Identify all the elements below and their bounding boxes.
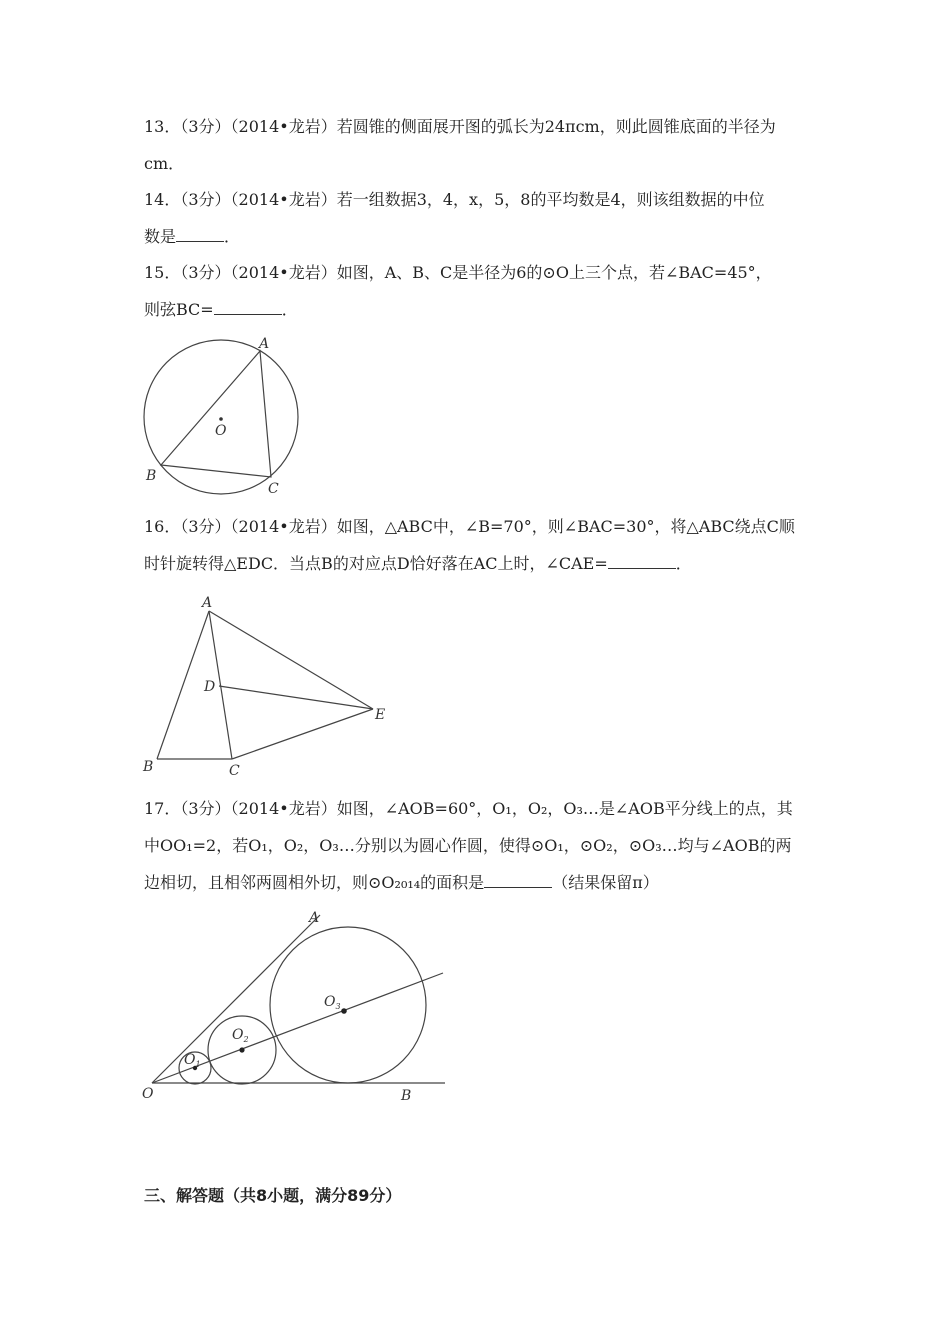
center-point-o bbox=[219, 417, 223, 421]
q15-line2 bbox=[144, 291, 814, 328]
triangle-abc bbox=[161, 351, 271, 477]
q17-line2: 中OO₁=2，若O₁，O₂，O₃…分别以为圆心作圆，使得⊙O₁，⊙O₂，⊙O₃…均与∠AOB的两 bbox=[144, 836, 792, 855]
circle-o3 bbox=[270, 927, 426, 1083]
label-d: D bbox=[204, 679, 216, 695]
label-a: A bbox=[309, 910, 320, 926]
q16-line2 bbox=[144, 545, 814, 582]
circle-o bbox=[144, 340, 298, 494]
q16-line1: 16．（3分）（2014•龙岩）如图，△ABC中，∠B=70°，则∠BAC=30°，将△ABC绕点C顺 bbox=[144, 517, 795, 536]
label-o: O bbox=[215, 423, 227, 439]
q14-line2-prefix: 数是 bbox=[144, 227, 177, 246]
q15-line1: 15．（3分）（2014•龙岩）如图，A、B、C是半径为6的⊙O上三个点，若∠BAC=45°， bbox=[144, 263, 772, 282]
answer-blank[interactable] bbox=[176, 223, 224, 242]
q15-figure bbox=[140, 336, 310, 506]
label-o1-letter: O bbox=[184, 1052, 196, 1068]
q14-line2-suffix: ． bbox=[224, 227, 241, 246]
label-c: C bbox=[229, 763, 240, 779]
segment-ae bbox=[209, 611, 373, 709]
question-14 bbox=[144, 181, 814, 255]
q17-line1: 17．（3分）（2014•龙岩）如图，∠AOB=60°，O₁，O₂，O₃…是∠AOB平分线上的点，其 bbox=[144, 799, 793, 818]
q17-line3-prefix: 边相切，且相邻两圆相外切，则⊙O₂₀₁₄的面积是 bbox=[144, 873, 485, 892]
ray-oa bbox=[152, 915, 320, 1083]
label-o2-letter: O bbox=[232, 1027, 244, 1043]
label-c: C bbox=[268, 481, 279, 497]
q17-figure bbox=[140, 905, 460, 1110]
question-17 bbox=[144, 790, 814, 901]
q17-line3-suffix: （结果保留π） bbox=[552, 873, 659, 892]
q16-line2-prefix: 时针旋转得△EDC．当点B的对应点D恰好落在AC上时，∠CAE= bbox=[144, 554, 608, 573]
question-16 bbox=[144, 508, 814, 582]
segment-ce bbox=[232, 709, 373, 759]
center-o3 bbox=[341, 1008, 347, 1014]
q15-line2-prefix: 则弦BC= bbox=[144, 300, 214, 319]
label-o3-sub: 3 bbox=[335, 1002, 341, 1011]
segment-ab bbox=[157, 611, 209, 759]
label-o3-letter: O bbox=[324, 994, 336, 1010]
q14-line2 bbox=[144, 218, 814, 255]
label-e: E bbox=[375, 707, 386, 723]
label-o2-sub: 2 bbox=[243, 1035, 249, 1044]
label-o1-sub: 1 bbox=[195, 1060, 201, 1069]
q17-line3 bbox=[144, 864, 814, 901]
q16-line2-suffix: ． bbox=[675, 554, 692, 573]
label-a: A bbox=[259, 336, 270, 352]
q13-line1: 13．（3分）（2014•龙岩）若圆锥的侧面展开图的弧长为24πcm，则此圆锥底面的半径为 bbox=[144, 117, 776, 136]
label-b: B bbox=[143, 759, 154, 775]
label-o1 bbox=[184, 1052, 201, 1069]
answer-blank[interactable] bbox=[214, 296, 282, 315]
segment-de bbox=[219, 686, 373, 709]
q13-line2: cm． bbox=[144, 154, 185, 173]
center-o2 bbox=[239, 1047, 244, 1052]
answer-blank[interactable] bbox=[484, 869, 552, 888]
q16-figure bbox=[140, 590, 400, 780]
question-15 bbox=[144, 254, 814, 328]
label-o: O bbox=[142, 1086, 154, 1102]
q15-line2-suffix: ． bbox=[281, 300, 298, 319]
label-o3 bbox=[324, 994, 341, 1011]
label-a: A bbox=[202, 595, 213, 611]
q14-line1: 14．（3分）（2014•龙岩）若一组数据3，4，x，5，8的平均数是4，则该组数据的中位 bbox=[144, 190, 765, 209]
answer-blank[interactable] bbox=[608, 550, 676, 569]
question-13 bbox=[144, 108, 814, 182]
label-b: B bbox=[401, 1088, 412, 1104]
label-b: B bbox=[146, 468, 157, 484]
label-o2 bbox=[232, 1027, 249, 1044]
section-3-heading: 三、解答题（共8小题，满分89分） bbox=[144, 1186, 402, 1205]
